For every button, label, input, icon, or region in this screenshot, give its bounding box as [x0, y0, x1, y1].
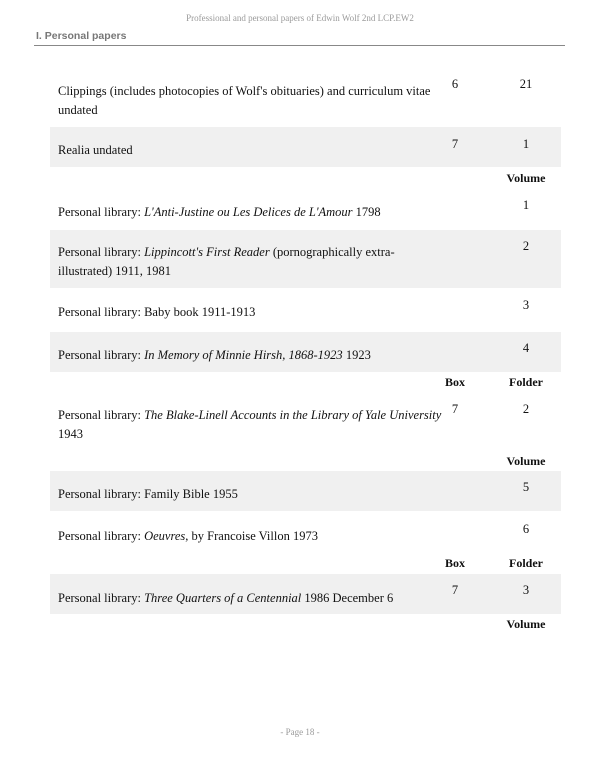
page-number-footer: - Page 18 - [280, 727, 320, 737]
volume-number: 6 [522, 522, 530, 536]
item-description: Personal library: [58, 205, 145, 219]
box-number: 6 [451, 77, 459, 91]
list-item [50, 64, 561, 126]
item-date: 1986 December 6 [301, 591, 394, 605]
box-number: 7 [451, 583, 459, 597]
box-column-header: Box [444, 556, 465, 570]
box-number: 7 [451, 402, 459, 416]
folder-number: 1 [522, 137, 530, 151]
box-number: 7 [451, 137, 459, 151]
item-description: Realia undated [58, 143, 133, 157]
item-date: 1923 [342, 348, 371, 362]
item-date: , by Francoise Villon 1973 [185, 529, 318, 543]
list-item [50, 512, 561, 554]
item-date: (pornographically extra-illustrated) 1911, 1981 [58, 245, 395, 278]
volume-column-header: Volume [506, 617, 546, 631]
folder-number: 2 [522, 402, 530, 416]
running-header: Professional and personal papers of Edwin Wolf 2nd LCP.EW2 [186, 13, 414, 23]
item-title: In Memory of Minnie Hirsh, 1868-1923 [144, 348, 343, 362]
volume-column-header: Volume [506, 171, 546, 185]
folder-column-header: Folder [509, 556, 543, 570]
list-item [50, 289, 561, 331]
volume-column-header: Volume [506, 454, 546, 468]
section-heading: I. Personal papers [36, 30, 127, 42]
folder-column-header: Folder [509, 375, 543, 389]
list-item [50, 393, 561, 451]
item-title: Lippincott's First Reader [144, 245, 270, 259]
section-rule [34, 45, 565, 46]
item-description: Personal library: Family Bible 1955 [58, 487, 238, 501]
item-title: The Blake-Linell Accounts in the Library of Yale University [144, 408, 442, 422]
item-description: Personal library: [58, 529, 145, 543]
item-title: L'Anti-Justine ou Les Delices de L'Amour [144, 205, 353, 219]
volume-number: 5 [522, 480, 530, 494]
folder-number: 21 [519, 77, 533, 91]
item-title: Three Quarters of a Centennial [144, 591, 302, 605]
item-description: Clippings (includes photocopies of Wolf's obituaries) and curriculum vitae undated [58, 84, 431, 117]
item-date: 1798 [352, 205, 381, 219]
item-date: 1943 [58, 427, 83, 441]
item-title: Oeuvres [144, 529, 186, 543]
list-item [50, 127, 561, 167]
volume-number: 4 [522, 341, 530, 355]
folder-number: 3 [522, 583, 530, 597]
item-description: Personal library: [58, 408, 145, 422]
list-item [50, 332, 561, 372]
volume-number: 1 [522, 198, 530, 212]
item-description: Personal library: [58, 591, 145, 605]
list-item [50, 574, 561, 614]
list-item [50, 230, 561, 288]
volume-number: 2 [522, 239, 530, 253]
box-column-header: Box [444, 375, 465, 389]
item-description: Personal library: [58, 348, 145, 362]
list-item [50, 189, 561, 229]
list-item [50, 471, 561, 511]
item-description: Personal library: Baby book 1911-1913 [58, 305, 256, 319]
item-description: Personal library: [58, 245, 145, 259]
volume-number: 3 [522, 298, 530, 312]
